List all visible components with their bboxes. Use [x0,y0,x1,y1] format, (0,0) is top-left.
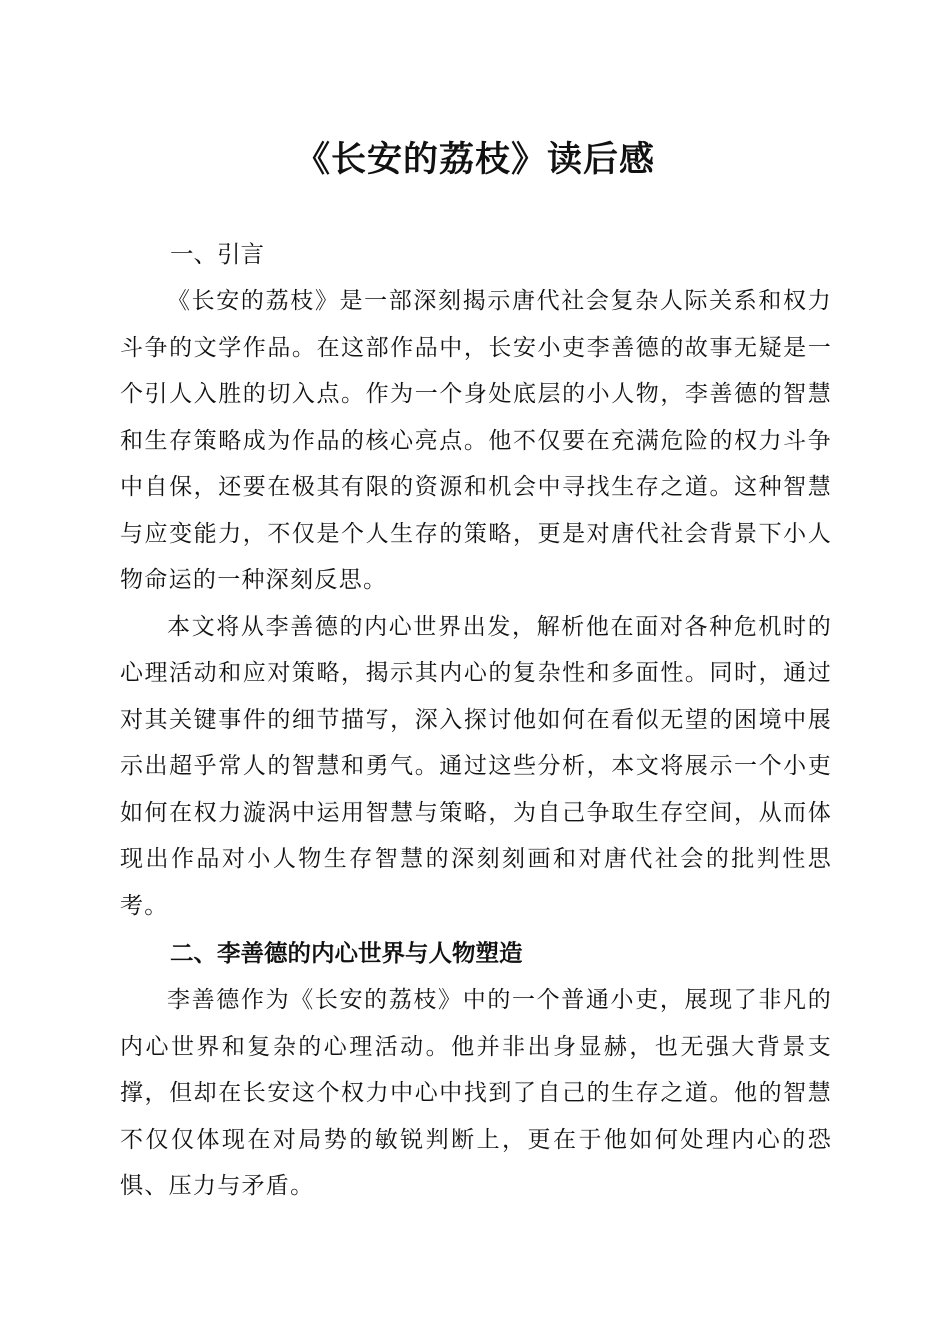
paragraph: 本文将从李善德的内心世界出发，解析他在面对各种危机时的心理活动和应对策略，揭示其内心的复杂性和多面性。同时，通过对其关键事件的细节描写，深入探讨他如何在看似无望的困境中展示出超乎常人的智慧和勇气。通过这些分析，本文将展示一个小吏如何在权力漩涡中运用智慧与策略，为自己争取生存空间，从而体现出作品对小人物生存智慧的深刻刻画和对唐代社会的批判性思考。 [120,613,832,919]
paragraph: 李善德作为《长安的荔枝》中的一个普通小吏，展现了非凡的内心世界和复杂的心理活动。他并非出身显赫，也无强大背景支撑，但却在长安这个权力中心中找到了自己的生存之道。他的智慧不仅仅体现在对局势的敏锐判断上，更在于他如何处理内心的恐惧、压力与矛盾。 [120,987,832,1199]
document-title: 《长安的荔枝》读后感 [294,140,655,180]
section-introduction [120,230,832,929]
section-heading-character: 二、李善德的内心世界与人物塑造 [170,939,523,967]
section-heading-introduction: 一、引言 [170,240,264,268]
paragraph: 《长安的荔枝》是一部深刻揭示唐代社会复杂人际关系和权力斗争的文学作品。在这部作品中，长安小吏李善德的故事无疑是一个引人入胜的切入点。作为一个身处底层的小人物，李善德的智慧和生存策略成为作品的核心亮点。他不仅要在充满危险的权力斗争中自保，还要在极其有限的资源和机会中寻找生存之道。这种智慧与应变能力，不仅是个人生存的策略，更是对唐代社会背景下小人物命运的一种深刻反思。 [120,288,832,593]
section-character [120,929,832,1210]
document-body [120,230,832,1210]
